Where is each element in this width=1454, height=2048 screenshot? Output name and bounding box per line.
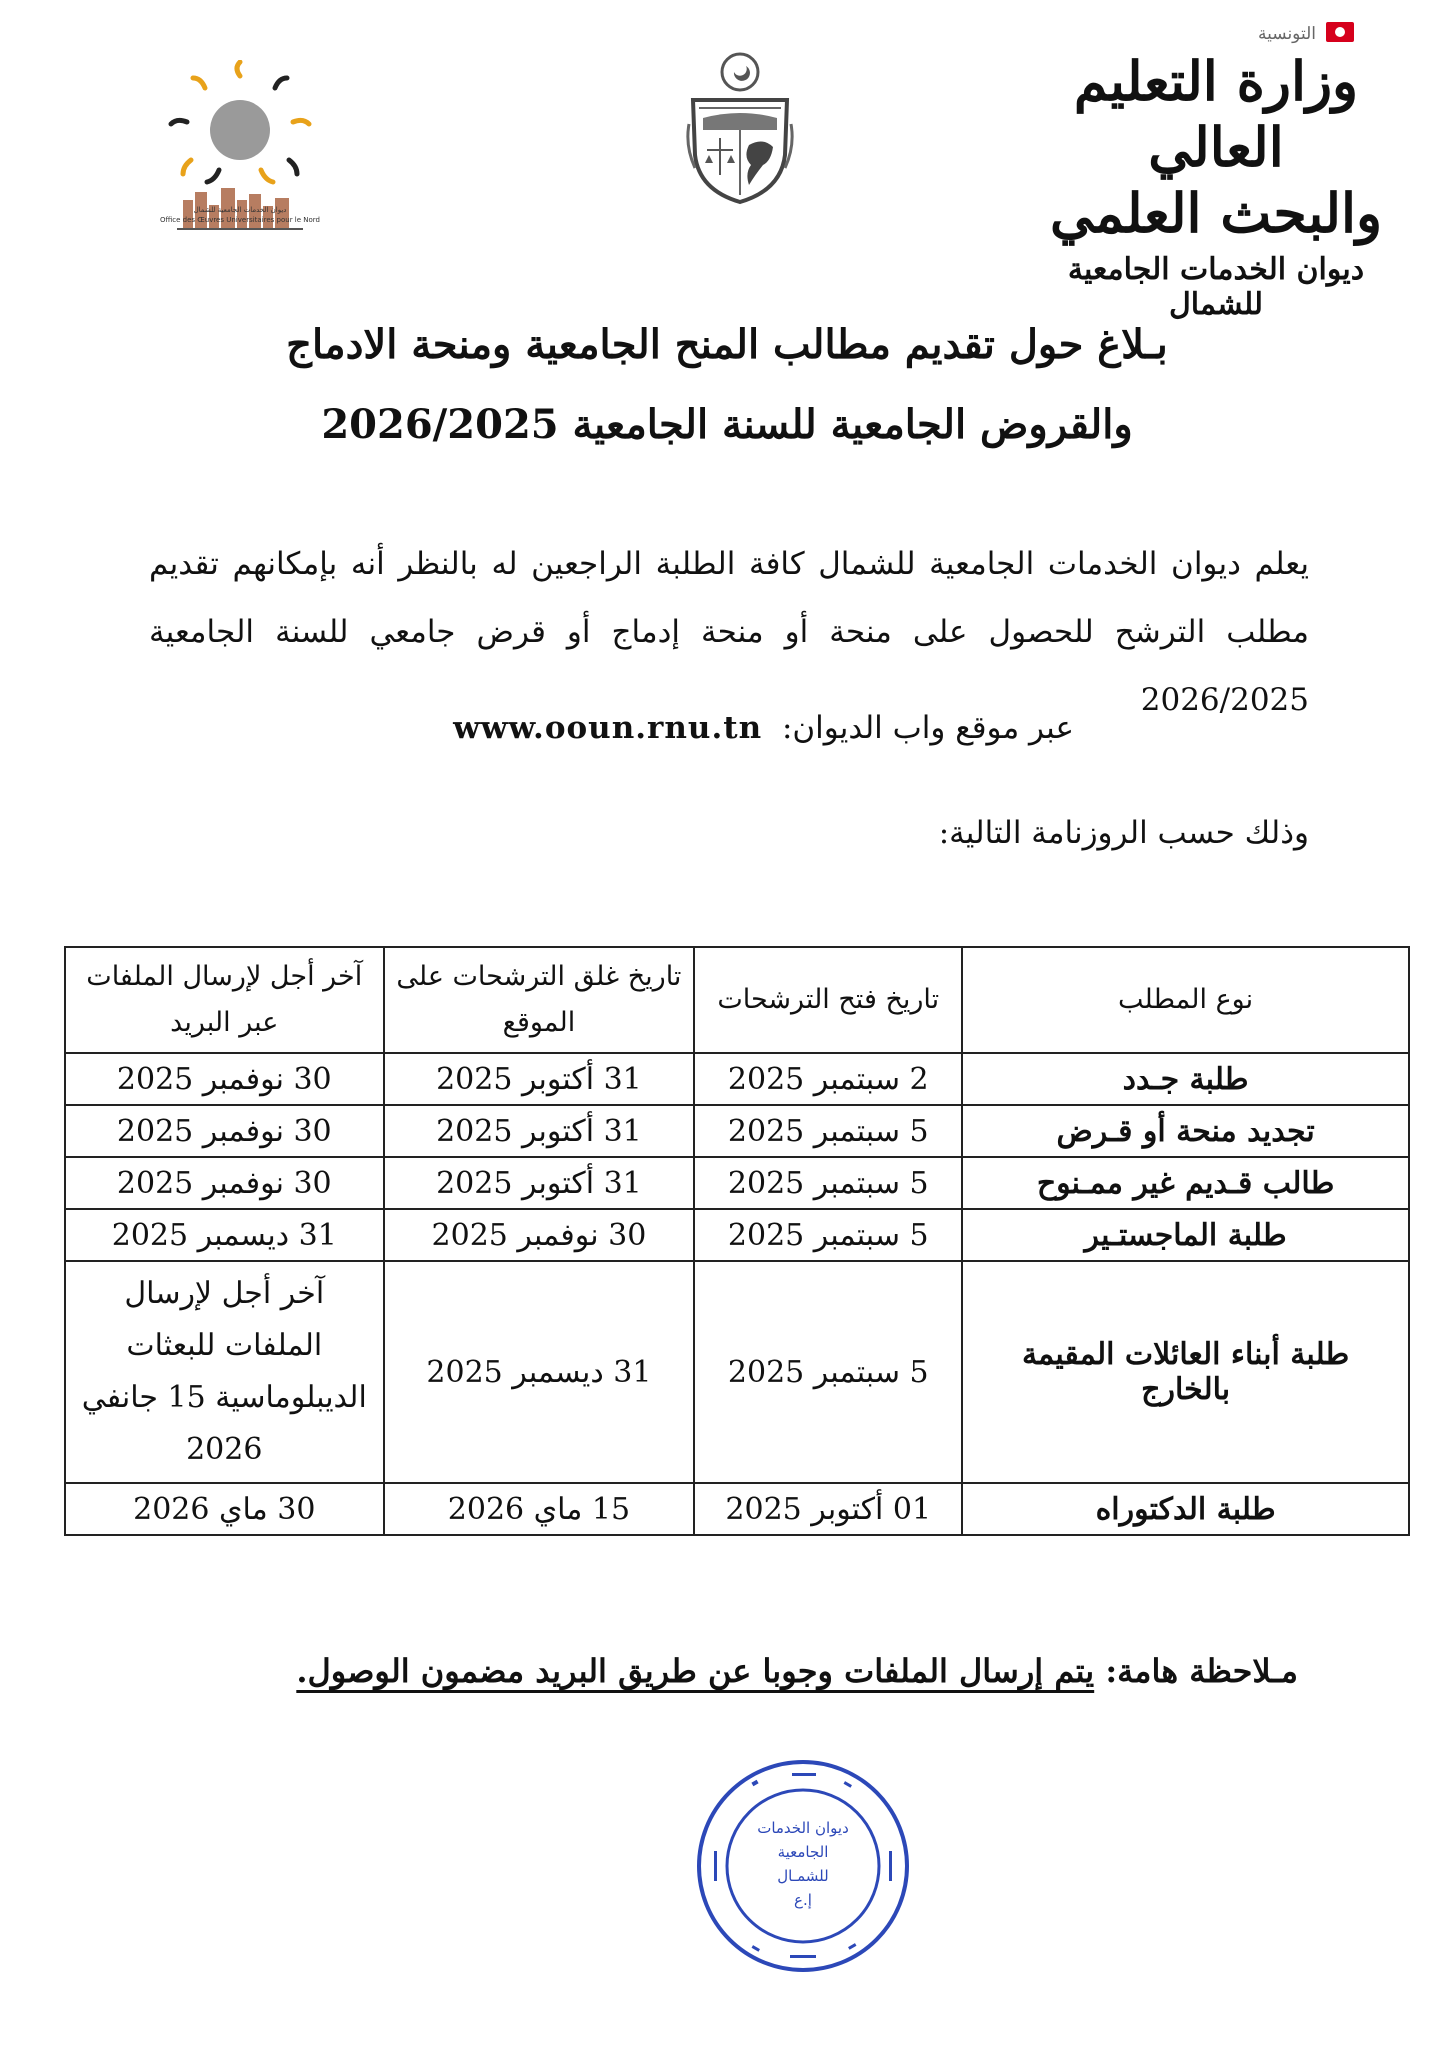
- tunisia-coat-of-arms-icon: [685, 50, 795, 210]
- table-row: [65, 1261, 1409, 1483]
- oun-logo-icon: [165, 60, 315, 260]
- ministry-header: [1036, 22, 1396, 322]
- stamp-line-4: إ.ع: [794, 1891, 812, 1909]
- cell-open-date: 5 سبتمبر 2025: [694, 1209, 962, 1261]
- cell-request-type: طالب قـديم غير ممـنوح: [962, 1157, 1409, 1209]
- cell-close-date: 31 أكتوبر 2025: [384, 1105, 695, 1157]
- cell-request-type: طلبة جـدد: [962, 1053, 1409, 1105]
- oun-logo-caption-fr: Office des Œuvres Universitaires pour le Nord: [159, 216, 320, 224]
- cell-open-date: 01 أكتوبر 2025: [694, 1483, 962, 1535]
- stamp-line-1: ديوان الخدمات: [757, 1819, 849, 1837]
- cell-request-type: طلبة الماجستـير: [962, 1209, 1409, 1261]
- table-row: [65, 1105, 1409, 1157]
- cell-open-date: 5 سبتمبر 2025: [694, 1261, 962, 1483]
- oun-logo-caption-ar: ديوان الخدمات الجامعية للشمال: [193, 206, 287, 214]
- table-row: [65, 1053, 1409, 1105]
- table-row: [65, 1209, 1409, 1261]
- stamp-line-3: للشمـال: [777, 1867, 829, 1885]
- cell-open-date: 5 سبتمبر 2025: [694, 1105, 962, 1157]
- cell-close-date: 15 ماي 2026: [384, 1483, 695, 1535]
- title-line-1: بـلاغ حول تقديم مطالب المنح الجامعية ومنحة الادماج: [286, 321, 1168, 368]
- header-request-type: نوع المطلب: [962, 947, 1409, 1053]
- table-row: [65, 1483, 1409, 1535]
- announcement-title: [150, 305, 1304, 465]
- cell-mail-deadline: 30 ماي 2026: [65, 1483, 384, 1535]
- oun-logo-caption: [150, 205, 330, 225]
- cell-mail-deadline: 30 نوفمبر 2025: [65, 1157, 384, 1209]
- calendar-intro: وذلك حسب الروزنامة التالية:: [938, 815, 1309, 851]
- cell-close-date: 30 نوفمبر 2025: [384, 1209, 695, 1261]
- republic-label: التونسية: [1258, 24, 1316, 44]
- cell-close-date: 31 أكتوبر 2025: [384, 1053, 695, 1105]
- tunisia-flag-icon: [1326, 22, 1354, 42]
- table-header-row: [65, 947, 1409, 1053]
- stamp-line-2: الجامعية: [777, 1843, 829, 1861]
- cell-mail-deadline: 31 ديسمبر 2025: [65, 1209, 384, 1261]
- website-prefix: عبر موقع واب الديوان:: [781, 710, 1074, 746]
- intro-paragraph: يعلم ديوان الخدمات الجامعية للشمال كافة الطلبة الراجعين له بالنظر أنه بإمكانهم تقديم مطلب الترشح للحصول على منحة أو منحة إدماج أو قرض جامعي للسنة الجامعية 2026/2025: [149, 546, 1309, 718]
- header-mail-deadline: آخر أجل لإرسال الملفات عبر البريد: [65, 947, 384, 1053]
- note-label: مـلاحظة هامة:: [1105, 1652, 1298, 1690]
- ministry-name-line2: والبحث العلمي: [1049, 181, 1383, 245]
- important-note: [296, 1652, 1298, 1690]
- cell-close-date: 31 ديسمبر 2025: [384, 1261, 695, 1483]
- ministry-name-line1: وزارة التعليم العالي: [1073, 49, 1359, 179]
- cell-open-date: 5 سبتمبر 2025: [694, 1157, 962, 1209]
- table-row: [65, 1157, 1409, 1209]
- cell-close-date: 31 أكتوبر 2025: [384, 1157, 695, 1209]
- cell-request-type: طلبة أبناء العائلات المقيمة بالخارج: [962, 1261, 1409, 1483]
- cell-mail-deadline: آخر أجل لإرسال الملفات للبعثات الديبلوماسية 15 جانفي 2026: [65, 1261, 384, 1483]
- application-calendar-table: [64, 946, 1410, 1536]
- website-line: [453, 710, 1074, 746]
- website-link[interactable]: www.ooun.rnu.tn: [453, 710, 763, 746]
- note-text: يتم إرسال الملفات وجوبا عن طريق البريد مضمون الوصول.: [296, 1652, 1095, 1690]
- header-open-date: تاريخ فتح الترشحات: [694, 947, 962, 1053]
- cell-mail-deadline: 30 نوفمبر 2025: [65, 1105, 384, 1157]
- cell-mail-deadline: 30 نوفمبر 2025: [65, 1053, 384, 1105]
- cell-request-type: تجديد منحة أو قـرض: [962, 1105, 1409, 1157]
- header-close-date: تاريخ غلق الترشحات على الموقع: [384, 947, 695, 1053]
- cell-request-type: طلبة الدكتوراه: [962, 1483, 1409, 1535]
- office-name: ديوان الخدمات الجامعية للشمال: [1067, 252, 1365, 322]
- cell-open-date: 2 سبتمبر 2025: [694, 1053, 962, 1105]
- title-line-2: والقروض الجامعية للسنة الجامعية 2026/2025: [321, 401, 1133, 448]
